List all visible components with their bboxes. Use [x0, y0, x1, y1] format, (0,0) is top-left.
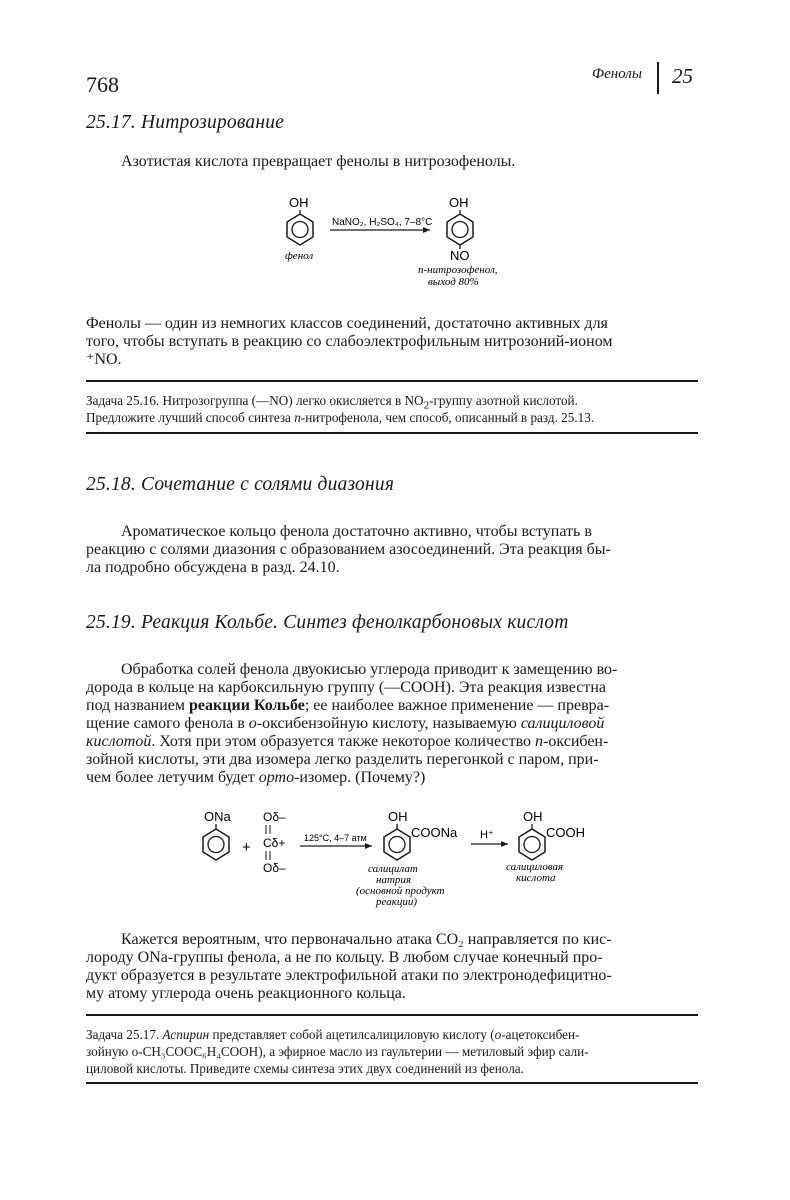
task-25-17-line-2: зойную о-CH₃COOC₆H₄COOH), а эфирное масло из гаультерии — метиловый эфир сали- [86, 1044, 589, 1059]
mechanism-para-line-3: дукт образуется в результате электрофильной атаки по электронодефицитно- [86, 967, 612, 984]
task-text: Нитрозогруппа (—NO) легко окисляется в NO [162, 393, 424, 408]
ortho-term: орто [258, 769, 295, 786]
task-label: Задача 25.16. [86, 393, 160, 408]
carbon-dioxide-structure [263, 810, 286, 875]
sodium-phenoxide-structure [203, 809, 232, 860]
phenol-oh-label: OH [289, 195, 309, 210]
diazonium-para-line-1: Ароматическое кольцо фенола достаточно активно, чтобы вступать в [121, 523, 592, 540]
kolbe-scheme [190, 806, 610, 914]
benzene-ring [447, 214, 473, 245]
benzene-ring [203, 829, 229, 860]
kolbe-term: реакции Кольбе [189, 697, 305, 714]
nitrosation-conditions: NaNO₂, H₂SO₄, 7–8°C [332, 217, 433, 228]
acid-term: кислотой [86, 733, 152, 750]
task-rule-top [86, 380, 698, 382]
chapter-number: 25 [672, 64, 693, 88]
running-title: Фенолы [592, 66, 642, 82]
task-subscript: 2 [423, 399, 430, 412]
salicylic-acid-label-1: салициловая [506, 861, 564, 873]
text: ; ее наиболее важное применение — превра- [304, 697, 610, 714]
benzene-ring [287, 214, 313, 245]
phenol-label: фенол [285, 250, 314, 262]
plus-sign: + [242, 839, 251, 856]
text: чем более летучим будет [86, 769, 259, 786]
mechanism-para-line-1: Кажется вероятным, что первоначально атака CO₂ направляется по кис- [121, 931, 612, 948]
nitrosonium-para-line-1: Фенолы — один из немногих классов соединений, достаточно активных для [86, 315, 608, 332]
section-title-25-18: 25.18. Сочетание с солями диазония [86, 474, 395, 495]
benzene-ring [519, 829, 545, 860]
benzene-ring [384, 829, 410, 860]
salicylate-label-2: натрия [376, 874, 412, 886]
task-text: Предложите лучший способ синтеза [86, 410, 295, 425]
task-rule-bottom [86, 432, 698, 434]
salicylate-label-1: салицилат [368, 863, 418, 875]
task-rule-bottom [86, 1082, 698, 1084]
salicylic-acid-structure [506, 809, 585, 884]
ona-label: ONa [204, 809, 231, 824]
mechanism-para-line-2: лороду ONa-группы фенола, а не по кольцу. В любом случае конечный про- [86, 949, 603, 966]
salicylate-oh-label: OH [388, 809, 408, 824]
cooh-group-label: COOH [546, 825, 585, 840]
task-italic: n [294, 410, 301, 425]
task-label: Задача 25.17. [86, 1027, 160, 1042]
diazonium-para-line-2: реакцию с солями диазония с образованием азосоединений. Эта реакция бы- [86, 541, 611, 558]
aspirin-term: Аспирин [162, 1027, 210, 1042]
acidification-label: H⁺ [480, 829, 494, 841]
section-title-25-17: 25.17. Нитрозирование [86, 112, 285, 133]
co2-carbon: Cδ+ [263, 836, 286, 850]
task-25-17-line-1 [86, 1026, 698, 1043]
nitrosophenol-yield: выход 80% [428, 276, 479, 288]
nitrosophenol-structure [418, 195, 498, 288]
nitrosonium-para-line-2: того, чтобы вступать в реакцию со слабоэлектрофильным нитрозоний-ионом [86, 333, 613, 350]
nitrosonium-para-line-3: ⁺NO. [86, 351, 122, 368]
text: -оксибензойную кислоту, называемую [256, 715, 521, 732]
nitrosophenol-oh-label: OH [449, 195, 469, 210]
header-divider [657, 62, 659, 94]
kolbe-para-line-1: Обработка солей фенола двуокисью углерода приводит к замещению во- [121, 661, 618, 678]
text: . Хотя при этом образуется также некоторое количество [151, 733, 536, 750]
task-25-16-line-2 [86, 409, 698, 426]
page-number: 768 [86, 72, 119, 97]
task-italic: о [494, 1027, 502, 1042]
salicylate-label-3: (основной продукт [356, 885, 445, 897]
nitrosation-intro: Азотистая кислота превращает фенолы в нитрозофенолы. [121, 153, 516, 170]
task-text: представляет собой ацетилсалициловую кислоту ( [209, 1027, 495, 1042]
coona-group-label: COONa [411, 825, 458, 840]
text: под названием [86, 697, 190, 714]
nitrosation-scheme [270, 192, 530, 292]
task-25-17-line-3: циловой кислоты. Приведите схемы синтеза этих двух соединений из фенола. [86, 1061, 524, 1076]
salicylate-label-4: реакции) [376, 896, 418, 908]
task-text: -группу азотной кислотой. [429, 393, 578, 408]
kolbe-para-line-2: дорода в кольце на карбоксильную группу (—COOH). Эта реакция известна [86, 679, 607, 696]
phenol-structure [285, 195, 313, 262]
diazonium-para-line-3: ла подробно обсуждена в разд. 24.10. [86, 559, 340, 576]
section-title-25-19: 25.19. Реакция Кольбе. Синтез фенолкарбоновых кислот [86, 612, 569, 633]
kolbe-para-line-3 [86, 696, 698, 716]
kolbe-conditions: 125°C, 4–7 атм [304, 833, 367, 843]
kolbe-para-line-7 [86, 768, 698, 788]
nitrosophenol-label: n-нитрозофенол, [418, 264, 498, 276]
co2-oxygen-top: Oδ– [263, 810, 286, 824]
kolbe-para-line-6: зойной кислоты, эти два изомера легко разделить перегонкой с паром, при- [86, 751, 599, 768]
salicylic-oh-label: OH [523, 809, 543, 824]
text: -изомер. (Почему?) [294, 769, 426, 786]
text: -оксибен- [543, 733, 609, 750]
task-text: -нитрофенола, чем способ, описанный в разд. 25.13. [300, 410, 595, 425]
kolbe-para-line-4 [86, 714, 698, 734]
nitroso-group-label: NO [450, 248, 470, 263]
salicylic-term: салициловой [520, 715, 605, 732]
text: щение самого фенола в [86, 715, 249, 732]
italic-text: n [535, 733, 544, 750]
task-rule-top [86, 1014, 698, 1016]
kolbe-para-line-5 [86, 732, 698, 752]
mechanism-para-line-4: му атому углерода очень реакционного кольца. [86, 985, 406, 1002]
salicylic-acid-label-2: кислота [516, 872, 556, 884]
co2-oxygen-bottom: Oδ– [263, 861, 286, 875]
task-text: -ацетоксибен- [501, 1027, 580, 1042]
italic-text: о [248, 715, 257, 732]
sodium-salicylate-structure [356, 809, 458, 908]
